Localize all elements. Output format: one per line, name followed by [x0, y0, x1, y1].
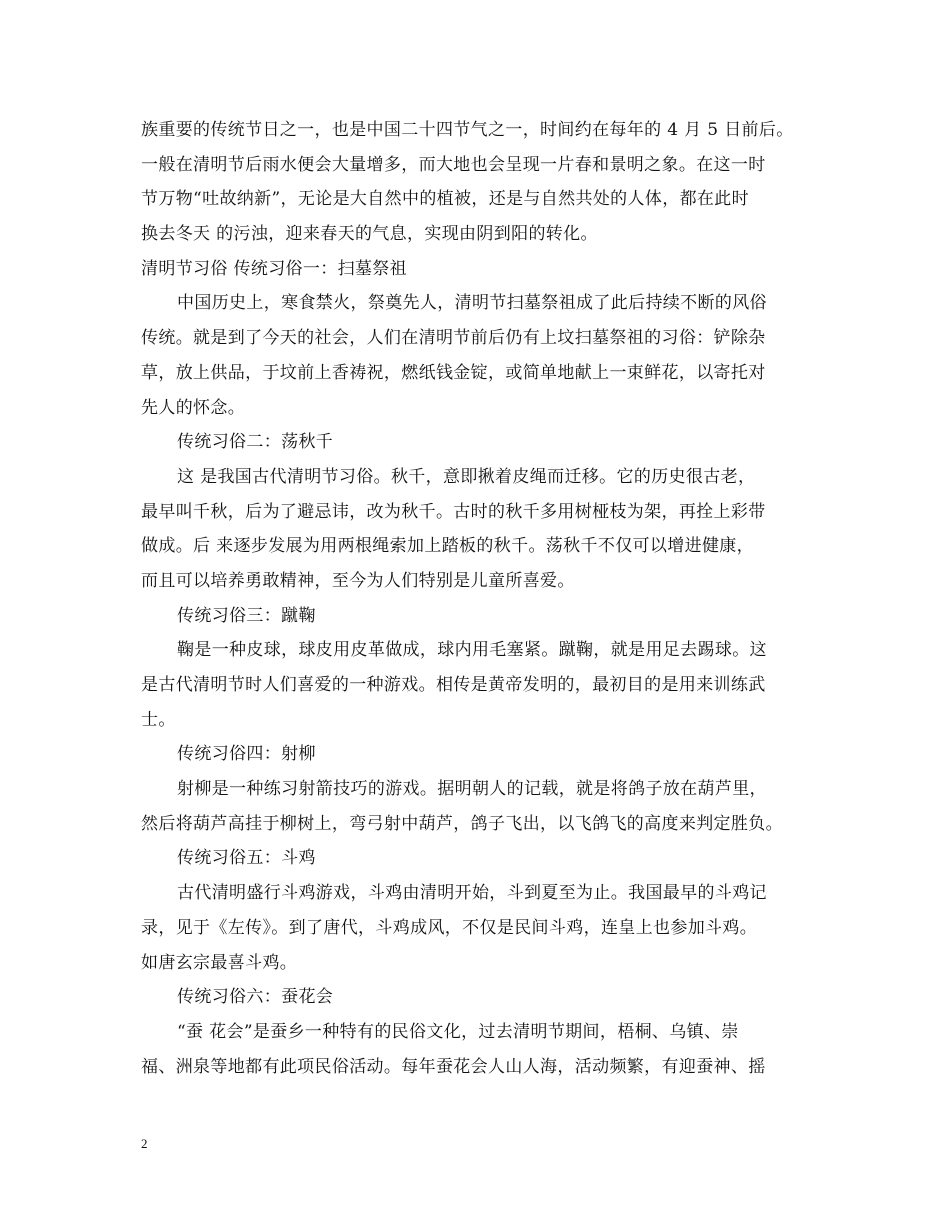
body-text — [141, 113, 841, 1084]
text-line: 录，见于《左传》。到了唐代，斗鸡成风，不仅是民间斗鸡，连皇上也参加斗鸡。 — [141, 917, 758, 938]
text-line: 换去冬天 的污浊，迎来春天的气息，实现由阴到阳的转化。 — [141, 224, 598, 245]
text-line: 古代清明盛行斗鸡游戏，斗鸡由清明开始，斗到夏至为止。我国最早的斗鸡记 — [177, 883, 767, 904]
text-line: 射柳是一种练习射箭技巧的游戏。据明朝人的记载，就是将鸽子放在葫芦里， — [177, 779, 767, 800]
text-line: 清明节习俗 传统习俗一：扫墓祭祖 — [141, 258, 408, 279]
text-line: 最早叫千秋，后为了避忌讳，改为秋千。古时的秋千多用树桠枝为架，再拴上彩带 — [141, 501, 766, 522]
text-line: 而且可以培养勇敢精神，至今为人们特别是儿童所喜爱。 — [141, 570, 575, 591]
text-line: 传统习俗六：蚕花会 — [177, 987, 334, 1008]
text-line: 是古代清明节时人们喜爱的一种游戏。相传是黄帝发明的，最初目的是用来训练武 — [141, 675, 766, 695]
text-line: 传统习俗三：蹴鞠 — [177, 605, 316, 626]
text-line: 这 是我国古代清明节习俗。秋千，意即揪着皮绳而迁移。它的历史很古老， — [177, 466, 756, 487]
text-line: 然后将葫芦高挂于柳树上，弯弓射中葫芦，鸽子飞出，以飞鸽飞的高度来判定胜负。 — [141, 813, 783, 834]
page-number: 2 — [141, 1136, 148, 1151]
text-line: 传统。就是到了今天的社会，人们在清明节前后仍有上坟扫墓祭祖的习俗：铲除杂 — [141, 328, 766, 349]
text-line: 如唐玄宗最喜斗鸡。 — [141, 952, 298, 973]
text-line: 做成。后 来逐步发展为用两根绳索加上踏板的秋千。荡秋千不仅可以增进健康， — [141, 536, 755, 557]
text-line: “蚕 花会”是蚕乡一种特有的民俗文化，过去清明节期间，梧桐、乌镇、崇 — [177, 1021, 739, 1042]
text-line: 中国历史上，寒食禁火，祭奠先人，清明节扫墓祭祖成了此后持续不断的风俗 — [177, 293, 767, 314]
text-line: 传统习俗二：荡秋千 — [177, 432, 334, 453]
text-line: 鞠是一种皮球，球皮用皮革做成，球内用毛塞紧。蹴鞠，就是用足去踢球。这 — [177, 640, 767, 661]
text-line: 传统习俗五：斗鸡 — [177, 848, 316, 869]
text-line: 士。 — [141, 709, 176, 730]
text-line: 草，放上供品，于坟前上香祷祝，燃纸钱金锭，或简单地献上一束鲜花，以寄托对 — [141, 362, 766, 383]
text-line: 一般在清明节后雨水便会大量增多，而大地也会呈现一片春和景明之象。在这一时 — [141, 154, 766, 175]
text-line: 福、洲泉等地都有此项民俗活动。每年蚕花会人山人海，活动频繁，有迎蚕神、摇 — [141, 1056, 766, 1077]
text-line: 传统习俗四：射柳 — [177, 744, 316, 765]
text-line: 族重要的传统节日之一，也是中国二十四节气之一，时间约在每年的 4 月 5 日前后。 — [141, 120, 794, 140]
text-line: 先人的怀念。 — [141, 397, 246, 418]
text-line: 节万物“吐故纳新”，无论是大自然中的植被，还是与自然共处的人体，都在此时 — [141, 189, 749, 210]
